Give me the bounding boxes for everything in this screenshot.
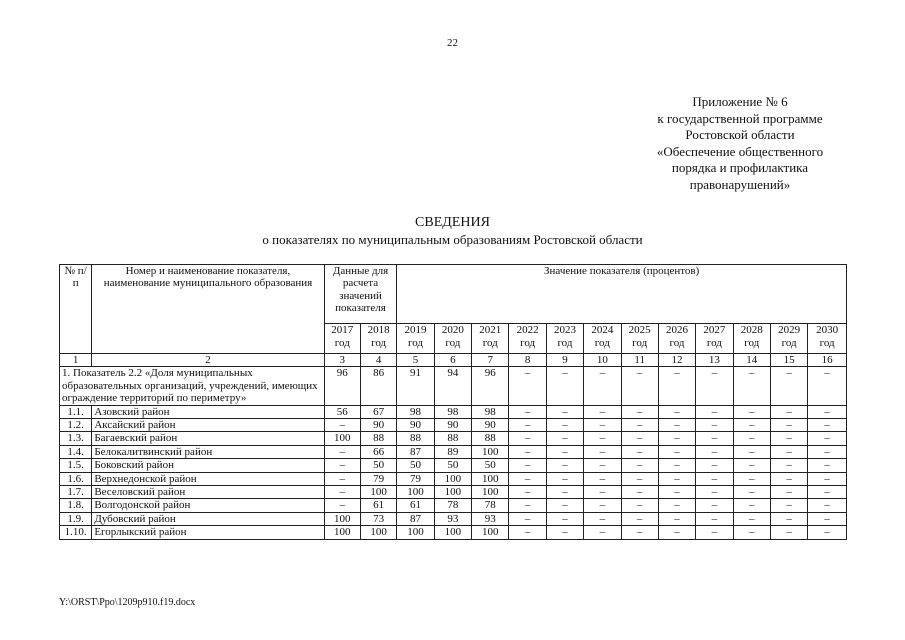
column-number: 13: [696, 354, 733, 367]
table-row: [60, 472, 847, 485]
table-row: [60, 445, 847, 458]
value-cell: 100: [397, 486, 434, 499]
year-header: 2028 год: [733, 324, 770, 354]
value-cell: –: [770, 419, 807, 432]
value-cell: 79: [397, 472, 434, 485]
value-cell: –: [696, 486, 733, 499]
value-cell: –: [770, 499, 807, 512]
value-cell: –: [509, 512, 546, 525]
value-cell: –: [621, 445, 658, 458]
indicator-value: 96: [324, 367, 360, 405]
value-cell: 98: [434, 405, 471, 418]
value-cell: 93: [434, 512, 471, 525]
value-cell: –: [696, 512, 733, 525]
value-cell: 89: [434, 445, 471, 458]
value-cell: –: [324, 459, 360, 472]
value-cell: –: [621, 459, 658, 472]
table-row: [60, 419, 847, 432]
column-number: 1: [60, 354, 92, 367]
value-cell: 100: [434, 526, 471, 539]
indicator-value: –: [770, 367, 807, 405]
value-cell: –: [733, 486, 770, 499]
row-number: 1.6.: [60, 472, 92, 485]
value-cell: –: [770, 526, 807, 539]
value-cell: –: [658, 419, 695, 432]
column-number: 15: [770, 354, 807, 367]
appendix-line: Приложение № 6: [692, 94, 788, 109]
value-cell: –: [733, 512, 770, 525]
value-cell: –: [509, 526, 546, 539]
value-cell: –: [546, 512, 583, 525]
value-cell: –: [808, 432, 847, 445]
value-cell: –: [546, 432, 583, 445]
indicator-value: –: [658, 367, 695, 405]
value-cell: 61: [360, 499, 396, 512]
value-cell: –: [770, 459, 807, 472]
header-name: Номер и наименование показателя, наименование муниципального образования: [92, 265, 324, 354]
value-cell: –: [808, 419, 847, 432]
value-cell: 50: [397, 459, 434, 472]
value-cell: 88: [360, 432, 396, 445]
column-number: 3: [324, 354, 360, 367]
appendix-block: [610, 94, 870, 193]
value-cell: –: [509, 459, 546, 472]
table-row: [60, 459, 847, 472]
indicator-value: –: [808, 367, 847, 405]
value-cell: 100: [472, 445, 509, 458]
value-cell: –: [696, 526, 733, 539]
table-row: [60, 405, 847, 418]
district-name: Веселовский район: [92, 486, 324, 499]
value-cell: 88: [434, 432, 471, 445]
value-cell: 100: [472, 526, 509, 539]
year-header: 2021 год: [472, 324, 509, 354]
value-cell: –: [546, 472, 583, 485]
file-path-footer: Y:\ORST\Ppo\1209p910.f19.docx: [59, 597, 196, 608]
indicator-value: –: [509, 367, 546, 405]
row-number: 1.3.: [60, 432, 92, 445]
document-title: СВЕДЕНИЯ: [415, 215, 490, 230]
district-name: Азовский район: [92, 405, 324, 418]
value-cell: –: [770, 486, 807, 499]
value-cell: 100: [397, 526, 434, 539]
value-cell: 73: [360, 512, 396, 525]
value-cell: –: [324, 499, 360, 512]
value-cell: 78: [434, 499, 471, 512]
district-name: Аксайский район: [92, 419, 324, 432]
value-cell: –: [584, 459, 621, 472]
value-cell: –: [621, 486, 658, 499]
column-number: 9: [546, 354, 583, 367]
column-number: 14: [733, 354, 770, 367]
value-cell: 98: [397, 405, 434, 418]
value-cell: –: [770, 472, 807, 485]
value-cell: –: [808, 459, 847, 472]
column-number: 4: [360, 354, 396, 367]
value-cell: –: [324, 486, 360, 499]
value-cell: 56: [324, 405, 360, 418]
value-cell: –: [658, 486, 695, 499]
value-cell: –: [770, 432, 807, 445]
value-cell: 100: [472, 486, 509, 499]
value-cell: –: [584, 445, 621, 458]
value-cell: –: [770, 512, 807, 525]
indicator-value: 91: [397, 367, 434, 405]
indicator-value: 96: [472, 367, 509, 405]
table-row: [60, 499, 847, 512]
year-header: 2023 год: [546, 324, 583, 354]
value-cell: –: [324, 419, 360, 432]
column-number: 11: [621, 354, 658, 367]
column-number: 6: [434, 354, 471, 367]
year-header: 2026 год: [658, 324, 695, 354]
district-name: Дубовский район: [92, 512, 324, 525]
year-header: 2025 год: [621, 324, 658, 354]
value-cell: 66: [360, 445, 396, 458]
value-cell: 79: [360, 472, 396, 485]
value-cell: 100: [324, 512, 360, 525]
column-number: 12: [658, 354, 695, 367]
value-cell: –: [696, 459, 733, 472]
indicator-value: –: [621, 367, 658, 405]
column-number: 8: [509, 354, 546, 367]
value-cell: 88: [397, 432, 434, 445]
value-cell: –: [584, 486, 621, 499]
value-cell: –: [696, 432, 733, 445]
value-cell: 78: [472, 499, 509, 512]
value-cell: –: [658, 405, 695, 418]
appendix-line: к государственной программе: [657, 110, 823, 126]
column-number: 2: [92, 354, 324, 367]
value-cell: –: [509, 405, 546, 418]
value-cell: 61: [397, 499, 434, 512]
value-cell: –: [733, 405, 770, 418]
value-cell: –: [584, 499, 621, 512]
appendix-line: правонарушений»: [689, 176, 791, 192]
value-cell: –: [733, 459, 770, 472]
value-cell: 100: [360, 526, 396, 539]
value-cell: –: [546, 405, 583, 418]
value-cell: –: [621, 472, 658, 485]
value-cell: 100: [360, 486, 396, 499]
table-row: [60, 526, 847, 539]
value-cell: –: [696, 445, 733, 458]
indicator-value: 86: [360, 367, 396, 405]
table-row: [60, 512, 847, 525]
value-cell: –: [509, 419, 546, 432]
value-cell: –: [509, 486, 546, 499]
header-values: Значение показателя (процентов): [397, 265, 847, 324]
value-cell: 87: [397, 512, 434, 525]
row-number: 1.8.: [60, 499, 92, 512]
district-name: Волгодонской район: [92, 499, 324, 512]
indicator-value: 94: [434, 367, 471, 405]
value-cell: –: [509, 432, 546, 445]
page-number: 22: [447, 37, 458, 49]
value-cell: 87: [397, 445, 434, 458]
year-header: 2020 год: [434, 324, 471, 354]
column-number: 16: [808, 354, 847, 367]
value-cell: 90: [360, 419, 396, 432]
district-name: Верхнедонской район: [92, 472, 324, 485]
appendix-line: Ростовской области: [685, 127, 795, 142]
value-cell: –: [584, 526, 621, 539]
row-number: 1.2.: [60, 419, 92, 432]
district-name: Боковский район: [92, 459, 324, 472]
value-cell: –: [733, 526, 770, 539]
value-cell: –: [621, 432, 658, 445]
column-number: 10: [584, 354, 621, 367]
row-number: 1.7.: [60, 486, 92, 499]
value-cell: –: [808, 445, 847, 458]
value-cell: 90: [397, 419, 434, 432]
value-cell: 90: [472, 419, 509, 432]
value-cell: –: [733, 472, 770, 485]
value-cell: –: [808, 499, 847, 512]
value-cell: 100: [324, 526, 360, 539]
value-cell: 50: [472, 459, 509, 472]
year-header: 2029 год: [770, 324, 807, 354]
year-header: 2024 год: [584, 324, 621, 354]
value-cell: –: [733, 445, 770, 458]
value-cell: –: [546, 459, 583, 472]
value-cell: 100: [324, 432, 360, 445]
value-cell: 98: [472, 405, 509, 418]
appendix-line: порядка и профилактика: [671, 160, 809, 175]
value-cell: –: [584, 472, 621, 485]
indicator-name: 1. Показатель 2.2 «Доля муниципальных образовательных организаций, учреждений, имеющих ограждение территорий по периметру»: [60, 367, 325, 405]
year-header: 2019 год: [397, 324, 434, 354]
row-number: 1.4.: [60, 445, 92, 458]
value-cell: –: [658, 499, 695, 512]
value-cell: –: [808, 405, 847, 418]
value-cell: –: [584, 419, 621, 432]
row-number: 1.10.: [60, 526, 92, 539]
value-cell: –: [696, 472, 733, 485]
indicator-value: –: [733, 367, 770, 405]
value-cell: –: [696, 419, 733, 432]
table-row: [60, 432, 847, 445]
value-cell: –: [808, 486, 847, 499]
indicators-table: [59, 264, 847, 540]
value-cell: –: [584, 432, 621, 445]
value-cell: –: [509, 445, 546, 458]
value-cell: –: [696, 499, 733, 512]
value-cell: –: [621, 405, 658, 418]
value-cell: –: [733, 419, 770, 432]
value-cell: –: [770, 445, 807, 458]
value-cell: –: [324, 445, 360, 458]
value-cell: –: [621, 512, 658, 525]
indicator-value: –: [696, 367, 733, 405]
value-cell: –: [770, 405, 807, 418]
year-header: 2022 год: [509, 324, 546, 354]
value-cell: –: [324, 472, 360, 485]
value-cell: 50: [360, 459, 396, 472]
row-number: 1.5.: [60, 459, 92, 472]
value-cell: 50: [434, 459, 471, 472]
column-number: 7: [472, 354, 509, 367]
value-cell: –: [584, 512, 621, 525]
document-subtitle: о показателях по муниципальным образованиям Ростовской области: [262, 232, 643, 247]
value-cell: –: [546, 419, 583, 432]
value-cell: –: [509, 472, 546, 485]
value-cell: –: [658, 459, 695, 472]
value-cell: –: [808, 526, 847, 539]
value-cell: –: [584, 405, 621, 418]
value-cell: –: [733, 432, 770, 445]
value-cell: –: [658, 512, 695, 525]
value-cell: –: [808, 512, 847, 525]
district-name: Багаевский район: [92, 432, 324, 445]
value-cell: –: [546, 445, 583, 458]
district-name: Егорлыкский район: [92, 526, 324, 539]
year-header: 2017 год: [324, 324, 360, 354]
indicator-value: –: [584, 367, 621, 405]
value-cell: –: [696, 405, 733, 418]
header-basis: Данные для расчета значений показателя: [324, 265, 397, 324]
year-header: 2027 год: [696, 324, 733, 354]
value-cell: –: [658, 432, 695, 445]
year-header: 2030 год: [808, 324, 847, 354]
row-number: 1.1.: [60, 405, 92, 418]
value-cell: –: [658, 472, 695, 485]
value-cell: 67: [360, 405, 396, 418]
value-cell: –: [509, 499, 546, 512]
value-cell: 90: [434, 419, 471, 432]
value-cell: –: [621, 499, 658, 512]
value-cell: –: [621, 419, 658, 432]
value-cell: –: [546, 499, 583, 512]
column-number: 5: [397, 354, 434, 367]
indicator-value: –: [546, 367, 583, 405]
header-num: № п/п: [60, 265, 92, 354]
value-cell: –: [733, 499, 770, 512]
value-cell: –: [621, 526, 658, 539]
district-name: Белокалитвинский район: [92, 445, 324, 458]
value-cell: 100: [472, 472, 509, 485]
value-cell: –: [658, 445, 695, 458]
value-cell: –: [546, 526, 583, 539]
value-cell: 88: [472, 432, 509, 445]
value-cell: –: [546, 486, 583, 499]
value-cell: –: [808, 472, 847, 485]
value-cell: 93: [472, 512, 509, 525]
value-cell: –: [658, 526, 695, 539]
year-header: 2018 год: [360, 324, 396, 354]
value-cell: 100: [434, 486, 471, 499]
appendix-line: «Обеспечение общественного: [656, 143, 824, 159]
table-row: [60, 486, 847, 499]
row-number: 1.9.: [60, 512, 92, 525]
value-cell: 100: [434, 472, 471, 485]
